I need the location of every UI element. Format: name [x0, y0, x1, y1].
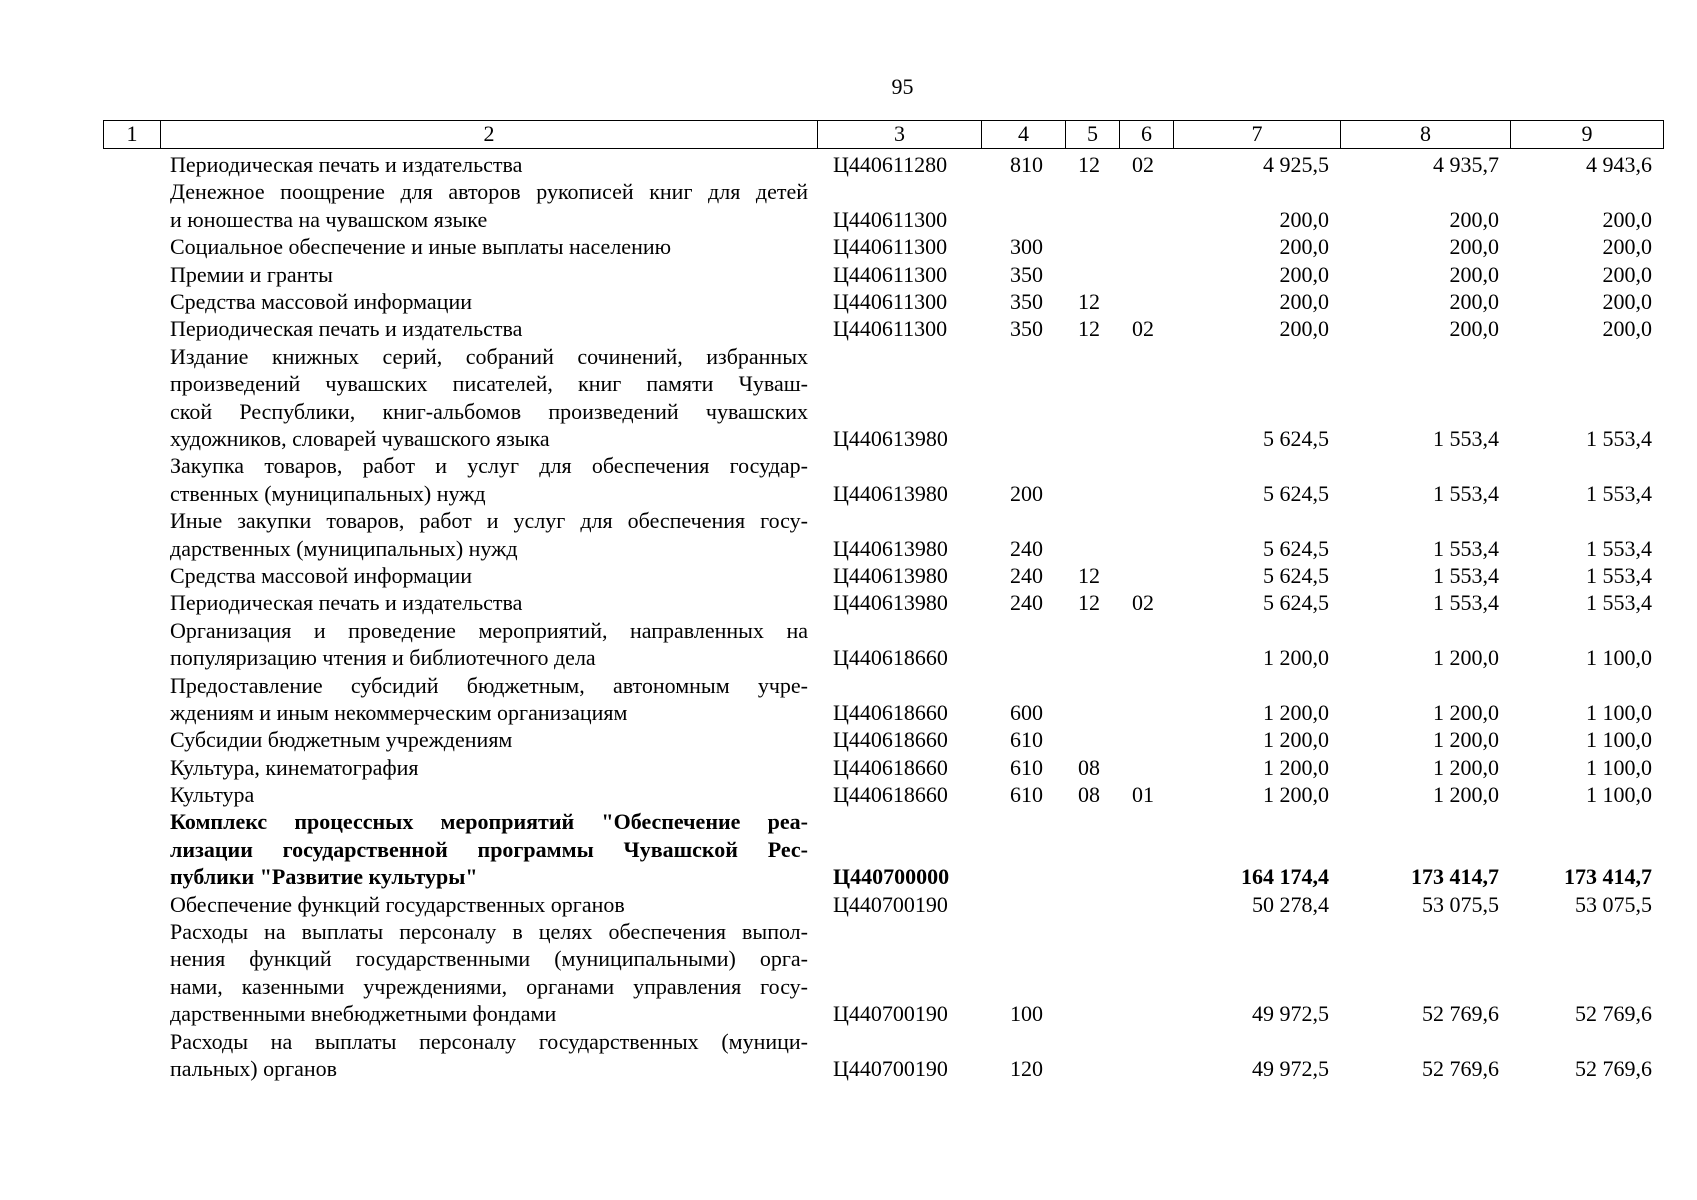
row-name-line: публики "Развитие культуры" [170, 864, 478, 890]
cell-amount-9: 1 100,0 [1586, 782, 1652, 808]
row-name-line: ждениям и иным некоммерческим организациям [170, 699, 628, 725]
row-name-line: Средства массовой информации [170, 288, 472, 314]
cell-subsection: 02 [1132, 151, 1154, 177]
table-row [0, 808, 1697, 890]
cell-code: Ц440700190 [833, 1056, 948, 1082]
cell-amount-7: 1 200,0 [1263, 699, 1329, 725]
cell-amount-7: 200,0 [1279, 316, 1329, 342]
cell-amount-9: 1 100,0 [1586, 727, 1652, 753]
cell-code: Ц440700000 [833, 864, 950, 890]
cell-amount-9: 52 769,6 [1575, 1056, 1652, 1082]
cell-expense-type: 300 [1010, 234, 1043, 260]
cell-amount-8: 1 200,0 [1433, 727, 1499, 753]
cell-amount-9: 1 553,4 [1586, 535, 1652, 561]
cell-amount-7: 5 624,5 [1263, 425, 1329, 451]
cell-amount-8: 52 769,6 [1422, 1056, 1499, 1082]
cell-amount-9: 173 414,7 [1564, 864, 1652, 890]
cell-amount-8: 200,0 [1449, 206, 1499, 232]
cell-expense-type: 120 [1010, 1056, 1043, 1082]
row-name-line: Культура, кинематография [170, 754, 419, 780]
cell-section: 08 [1078, 754, 1100, 780]
header-cell-3: 3 [818, 121, 982, 148]
cell-code: Ц440618660 [833, 754, 948, 780]
cell-amount-8: 1 553,4 [1433, 590, 1499, 616]
row-name-line: Периодическая печать и издательства [170, 316, 523, 342]
table-row [0, 891, 1697, 918]
cell-amount-7: 164 174,4 [1241, 864, 1329, 890]
row-name [170, 781, 808, 808]
cell-code: Ц440611300 [833, 206, 948, 232]
cell-expense-type: 200 [1010, 480, 1043, 506]
header-cell-1: 1 [104, 121, 161, 148]
cell-code: Ц440611280 [833, 151, 948, 177]
cell-amount-9: 1 100,0 [1586, 754, 1652, 780]
cell-expense-type: 240 [1010, 590, 1043, 616]
cell-section: 12 [1078, 288, 1100, 314]
row-name [170, 288, 808, 315]
row-name-line: произведений чувашских писателей, книг памяти Чуваш- [170, 371, 808, 397]
row-name-line: Обеспечение функций государственных органов [170, 891, 625, 917]
cell-expense-type: 100 [1010, 1001, 1043, 1027]
cell-amount-7: 4 925,5 [1263, 151, 1329, 177]
row-name [170, 562, 808, 589]
row-name [170, 343, 808, 453]
cell-amount-7: 1 200,0 [1263, 645, 1329, 671]
cell-expense-type: 350 [1010, 316, 1043, 342]
table-row [0, 754, 1697, 781]
cell-amount-7: 50 278,4 [1252, 891, 1329, 917]
cell-amount-7: 5 624,5 [1263, 535, 1329, 561]
table-row [0, 178, 1697, 233]
table-row [0, 452, 1697, 507]
cell-amount-9: 200,0 [1602, 316, 1652, 342]
cell-section: 12 [1078, 590, 1100, 616]
table-row [0, 781, 1697, 808]
cell-amount-7: 1 200,0 [1263, 754, 1329, 780]
cell-code: Ц440613980 [833, 562, 948, 588]
table-row [0, 343, 1697, 453]
row-name [170, 452, 808, 507]
cell-amount-7: 200,0 [1279, 234, 1329, 260]
row-name [170, 315, 808, 342]
cell-expense-type: 610 [1010, 727, 1043, 753]
cell-code: Ц440613980 [833, 425, 948, 451]
row-name [170, 151, 808, 178]
cell-amount-7: 200,0 [1279, 288, 1329, 314]
table-row [0, 233, 1697, 260]
cell-amount-7: 5 624,5 [1263, 480, 1329, 506]
row-name-line: Субсидии бюджетным учреждениям [170, 727, 513, 753]
cell-amount-8: 173 414,7 [1411, 864, 1499, 890]
cell-amount-9: 200,0 [1602, 261, 1652, 287]
header-cell-8: 8 [1341, 121, 1511, 148]
row-name-line: нами, казенными учреждениями, органами управления госу- [170, 973, 808, 999]
table-row [0, 589, 1697, 616]
row-name [170, 918, 808, 1028]
cell-code: Ц440618660 [833, 782, 948, 808]
cell-expense-type: 810 [1010, 151, 1043, 177]
cell-amount-8: 200,0 [1449, 234, 1499, 260]
row-name [170, 726, 808, 753]
row-name-line: Социальное обеспечение и иные выплаты населению [170, 234, 672, 260]
page-number: 95 [891, 74, 914, 99]
row-name-line: дарственными внебюджетными фондами [170, 1001, 557, 1027]
row-name-line: Периодическая печать и издательства [170, 590, 523, 616]
cell-amount-8: 1 200,0 [1433, 754, 1499, 780]
row-name-line: Расходы на выплаты персоналу в целях обеспечения выпол- [170, 919, 808, 945]
row-name-line: Периодическая печать и издательства [170, 152, 523, 177]
cell-amount-8: 53 075,5 [1422, 891, 1499, 917]
cell-amount-9: 1 553,4 [1586, 480, 1652, 506]
table-row [0, 507, 1697, 562]
cell-amount-8: 4 935,7 [1433, 151, 1499, 177]
cell-amount-9: 53 075,5 [1575, 891, 1652, 917]
header-cell-7: 7 [1174, 121, 1341, 148]
cell-amount-9: 200,0 [1602, 288, 1652, 314]
row-name-line: Издание книжных серий, собраний сочинений, избранных [170, 343, 808, 369]
cell-amount-7: 200,0 [1279, 206, 1329, 232]
table-row [0, 151, 1697, 178]
row-name [170, 178, 808, 233]
row-name [170, 808, 808, 890]
cell-code: Ц440700190 [833, 1001, 948, 1027]
row-name-line: Иные закупки товаров, работ и услуг для обеспечения госу- [170, 508, 808, 534]
cell-amount-8: 200,0 [1449, 261, 1499, 287]
row-name-line: Средства массовой информации [170, 562, 472, 588]
row-name [170, 617, 808, 672]
table-row [0, 726, 1697, 753]
table-row [0, 1028, 1697, 1083]
row-name-line: лизации государственной программы Чувашской Рес- [170, 836, 808, 862]
row-name-line: Предоставление субсидий бюджетным, автономным учре- [170, 672, 808, 698]
cell-expense-type: 610 [1010, 754, 1043, 780]
cell-expense-type: 240 [1010, 562, 1043, 588]
row-name-line: художников, словарей чувашского языка [170, 425, 550, 451]
cell-amount-8: 52 769,6 [1422, 1001, 1499, 1027]
cell-amount-7: 1 200,0 [1263, 782, 1329, 808]
cell-code: Ц440618660 [833, 645, 948, 671]
row-name-line: Расходы на выплаты персоналу государственных (муници- [170, 1028, 808, 1054]
cell-code: Ц440613980 [833, 590, 948, 616]
row-name [170, 507, 808, 562]
cell-section: 12 [1078, 316, 1100, 342]
cell-amount-8: 200,0 [1449, 316, 1499, 342]
cell-amount-7: 49 972,5 [1252, 1056, 1329, 1082]
cell-subsection: 01 [1132, 782, 1154, 808]
cell-amount-9: 1 553,4 [1586, 425, 1652, 451]
cell-expense-type: 610 [1010, 782, 1043, 808]
row-name-line: Комплекс процессных мероприятий "Обеспечение реа- [170, 809, 808, 835]
cell-amount-8: 1 200,0 [1433, 645, 1499, 671]
row-name-line: Закупка товаров, работ и услуг для обеспечения государ- [170, 453, 808, 479]
row-name [170, 589, 808, 616]
cell-amount-8: 1 553,4 [1433, 480, 1499, 506]
cell-amount-7: 5 624,5 [1263, 562, 1329, 588]
cell-code: Ц440611300 [833, 261, 948, 287]
row-name [170, 261, 808, 288]
cell-expense-type: 600 [1010, 699, 1043, 725]
table-row [0, 617, 1697, 672]
table-body [0, 151, 1697, 1082]
row-name-line: ственных (муниципальных) нужд [170, 480, 486, 506]
header-cell-9: 9 [1581, 121, 1593, 146]
table-row [0, 288, 1697, 315]
row-name-line: Организация и проведение мероприятий, направленных на [170, 617, 808, 643]
row-name-line: и юношества на чувашском языке [170, 206, 488, 232]
cell-amount-7: 200,0 [1279, 261, 1329, 287]
header-cell-2: 2 [161, 121, 818, 148]
table-row [0, 918, 1697, 1028]
row-name-line: пальных) органов [170, 1056, 338, 1082]
cell-amount-9: 1 553,4 [1586, 562, 1652, 588]
row-name-line: нения функций государственными (муниципальными) орга- [170, 946, 808, 972]
cell-amount-9: 1 100,0 [1586, 645, 1652, 671]
cell-expense-type: 350 [1010, 288, 1043, 314]
cell-amount-8: 1 553,4 [1433, 562, 1499, 588]
table-row [0, 315, 1697, 342]
cell-section: 12 [1078, 151, 1100, 177]
cell-amount-9: 52 769,6 [1575, 1001, 1652, 1027]
cell-expense-type: 350 [1010, 261, 1043, 287]
row-name-line: Премии и гранты [170, 261, 333, 287]
row-name [170, 891, 808, 918]
cell-amount-9: 1 100,0 [1586, 699, 1652, 725]
cell-amount-8: 200,0 [1449, 288, 1499, 314]
cell-code: Ц440618660 [833, 699, 948, 725]
header-cell-4: 4 [982, 121, 1066, 148]
cell-amount-8: 1 200,0 [1433, 699, 1499, 725]
row-name [170, 672, 808, 727]
row-name [170, 754, 808, 781]
cell-amount-9: 200,0 [1602, 206, 1652, 232]
cell-amount-7: 1 200,0 [1263, 727, 1329, 753]
cell-expense-type: 240 [1010, 535, 1043, 561]
table-row [0, 672, 1697, 727]
cell-subsection: 02 [1132, 590, 1154, 616]
cell-code: Ц440613980 [833, 535, 948, 561]
table-header [103, 120, 1664, 149]
cell-amount-7: 5 624,5 [1263, 590, 1329, 616]
cell-section: 12 [1078, 562, 1100, 588]
cell-code: Ц440611300 [833, 316, 948, 342]
cell-code: Ц440613980 [833, 480, 948, 506]
cell-code: Ц440611300 [833, 234, 948, 260]
cell-amount-8: 1 553,4 [1433, 425, 1499, 451]
table-row [0, 261, 1697, 288]
cell-code: Ц440611300 [833, 288, 948, 314]
cell-amount-8: 1 200,0 [1433, 782, 1499, 808]
cell-subsection: 02 [1132, 316, 1154, 342]
cell-amount-8: 1 553,4 [1433, 535, 1499, 561]
cell-code: Ц440700190 [833, 891, 948, 917]
header-cell-6: 6 [1120, 121, 1174, 148]
cell-amount-7: 49 972,5 [1252, 1001, 1329, 1027]
header-cell-5: 5 [1066, 121, 1120, 148]
row-name-line: ской Республики, книг-альбомов произведений чувашских [170, 398, 808, 424]
row-name-line: популяризацию чтения и библиотечного дела [170, 645, 596, 671]
row-name-line: Денежное поощрение для авторов рукописей книг для детей [170, 179, 808, 205]
cell-amount-9: 4 943,6 [1586, 151, 1652, 177]
row-name-line: дарственных (муниципальных) нужд [170, 535, 518, 561]
table-row [0, 562, 1697, 589]
cell-amount-9: 200,0 [1602, 234, 1652, 260]
row-name-line: Культура [170, 782, 255, 808]
row-name [170, 233, 808, 260]
row-name [170, 1028, 808, 1083]
cell-section: 08 [1078, 782, 1100, 808]
cell-code: Ц440618660 [833, 727, 948, 753]
cell-amount-9: 1 553,4 [1586, 590, 1652, 616]
